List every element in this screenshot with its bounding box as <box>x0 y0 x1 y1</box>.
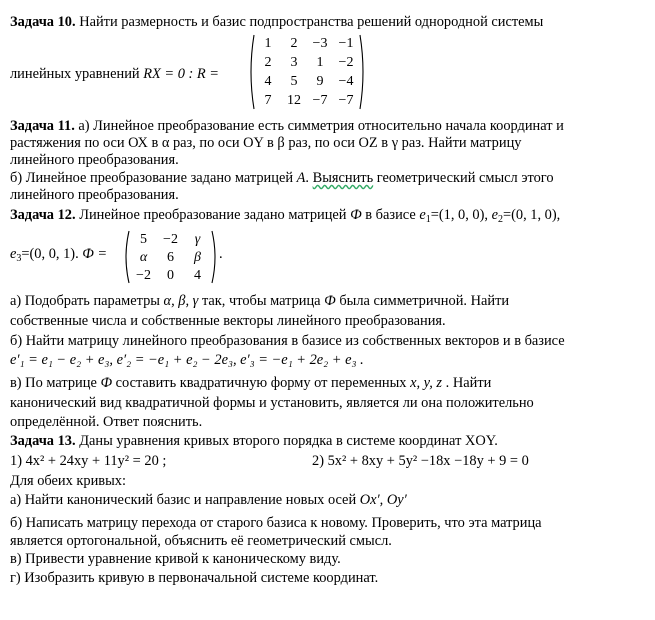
task11-line2: растяжения по оси ОХ в α раз, по оси OY в β раз, по оси OZ в γ раз. Найти матрицу <box>10 135 522 151</box>
task12-a-text1c: была симметричной. Найти <box>335 293 510 309</box>
task13-title: Задача 13. <box>10 433 76 449</box>
task13-both: Для обеих кривых: <box>10 473 126 489</box>
matrix-cell: 4 <box>264 74 272 89</box>
matrix-cell: 0 <box>167 267 174 283</box>
task12-title: Задача 12. <box>10 207 76 223</box>
matrix-cell: 5 <box>140 231 147 247</box>
matrix-cell: −7 <box>312 93 328 108</box>
e2-symbol: e <box>491 207 498 223</box>
params: α, β, γ <box>163 293 199 309</box>
matrix-cell: 12 <box>287 93 301 108</box>
task13-text1: Даны уравнения кривых второго порядка в системе координат XOY. <box>75 433 498 449</box>
task12-c-text1a: в) По матрице <box>10 375 101 391</box>
task12-c-text1b: составить квадратичную форму от переменных <box>112 375 411 391</box>
matrix-cell: γ <box>194 231 201 247</box>
task11-line1 <box>10 118 564 135</box>
task11-text1: а) Линейное преобразование есть симметрия относительно начала координат и <box>74 118 564 134</box>
task13-c: в) Привести уравнение кривой к каноническому виду. <box>10 551 341 567</box>
task10-text1: Найти размерность и базис подпространства решений однородной системы <box>75 14 544 30</box>
matrix-cell: −3 <box>312 36 328 51</box>
matrix-cell: −4 <box>338 74 354 89</box>
task12-c-line2: канонический вид квадратичной формы и установить, является ли она положительно <box>10 395 534 411</box>
task12-c-text1c: . Найти <box>442 375 492 391</box>
task11-line3: линейного преобразования. <box>10 152 179 168</box>
task13-b-line2: является ортогональной, объяснить её геометрический смысл. <box>10 533 392 549</box>
matrix-cell: 1 <box>316 55 324 70</box>
e1-value: =(1, 0, 0), <box>430 207 492 223</box>
task13-b-line1: б) Написать матрицу перехода от старого базиса к новому. Проверить, что эта матрица <box>10 515 542 531</box>
task12-a-line1 <box>10 293 509 310</box>
task12-c-line1 <box>10 375 491 392</box>
task12-line1: Задача 12. Линейное преобразование задано матрицей Ф в базисе $e_1=(1$, 0, 0), $e_2=(0$, 1, 0), <box>10 207 561 225</box>
task13-a-text: а) Найти канонический базис и направление новых осей <box>10 492 360 508</box>
e3-value: =(0, 0, 1). <box>21 246 83 262</box>
task11-text4c: . <box>305 170 313 186</box>
task11-title: Задача 11. <box>10 118 75 134</box>
matrix-cell: 6 <box>167 249 174 265</box>
task13-eq1: 1) 4x² + 24xy + 11y² = 20 ; <box>10 453 167 469</box>
task10-text2: линейных уравнений <box>10 66 144 82</box>
task11-line5: линейного преобразования. <box>10 187 179 203</box>
matrix-cell: 5 <box>290 74 298 89</box>
matrix-cell: 7 <box>264 93 272 108</box>
task10-title: Задача 10. <box>10 14 76 30</box>
task11-text4d: Выяснить <box>312 170 374 186</box>
task12-a-line2: собственные числа и собственные векторы линейного преобразования. <box>10 313 446 329</box>
task13-a <box>10 492 407 509</box>
task12-text1: Линейное преобразование задано матрицей <box>75 207 351 223</box>
matrix-cell: 1 <box>264 36 272 51</box>
matrix-cell: −1 <box>338 36 354 51</box>
e3-symbol: e <box>10 246 17 262</box>
task11-text4e: геометрический смысл этого <box>373 170 554 186</box>
task10-line1 <box>10 14 543 31</box>
matrix-R <box>247 34 367 110</box>
task12-b-line1: б) Найти матрицу линейного преобразования в базисе из собственных векторов и в базисе <box>10 333 565 349</box>
task12-b-line2: e′₁ = e₁ − e₂ + e₃, e′₂ = −e₁ + e₂ − 2e₃, e′₃ = −e₁ + 2e₂ + e₃ . <box>10 352 364 368</box>
matrix-A-symbol: A <box>296 170 306 186</box>
task12-a-text1: а) Подобрать параметры <box>10 293 164 309</box>
matrix-cell: 9 <box>316 74 324 89</box>
phi-symbol-3: Ф <box>100 375 113 391</box>
task12-line2: $e_3=(0$, 0, 1). Ф = <box>10 246 108 264</box>
matrix-cell: 3 <box>290 55 298 70</box>
matrix-phi-dot: . <box>219 246 223 262</box>
task11-line4 <box>10 170 554 187</box>
matrix-cell: −2 <box>136 267 151 283</box>
task13-eq2: 2) 5x² + 8xy + 5y² −18x −18y + 9 = 0 <box>312 453 529 469</box>
task11-text4a: б) Линейное преобразование задано матрицей <box>10 170 297 186</box>
phi-symbol: Ф <box>350 207 362 223</box>
e2-value: =(0, 1, 0), <box>502 207 561 223</box>
matrix-cell: −2 <box>163 231 178 247</box>
matrix-cell: α <box>139 249 148 265</box>
phi-symbol-2: Ф <box>324 293 336 309</box>
task10-line2 <box>10 66 219 83</box>
phi-equation: Ф = <box>82 246 108 262</box>
matrix-cell: 4 <box>194 267 201 283</box>
matrix-cell: 2 <box>264 55 272 70</box>
task12-text1b: в базисе <box>361 207 420 223</box>
matrix-cell: −7 <box>338 93 354 108</box>
task13-line1 <box>10 433 498 450</box>
task13-d: г) Изобразить кривую в первоначальной системе координат. <box>10 570 379 586</box>
matrix-cell: β <box>194 249 201 265</box>
new-axes: Ox′, Oy′ <box>359 492 407 508</box>
matrix-cell: −2 <box>338 55 354 70</box>
matrix-cell: 2 <box>290 36 298 51</box>
matrix-phi <box>122 230 219 284</box>
variables: x, y, z <box>410 375 443 391</box>
task12-c-line3: определённой. Ответ пояснить. <box>10 414 203 430</box>
task10-equation: RX = 0 : R = <box>143 66 219 82</box>
e1-symbol: e <box>419 207 426 223</box>
task12-a-text1b: так, чтобы матрица <box>198 293 325 309</box>
